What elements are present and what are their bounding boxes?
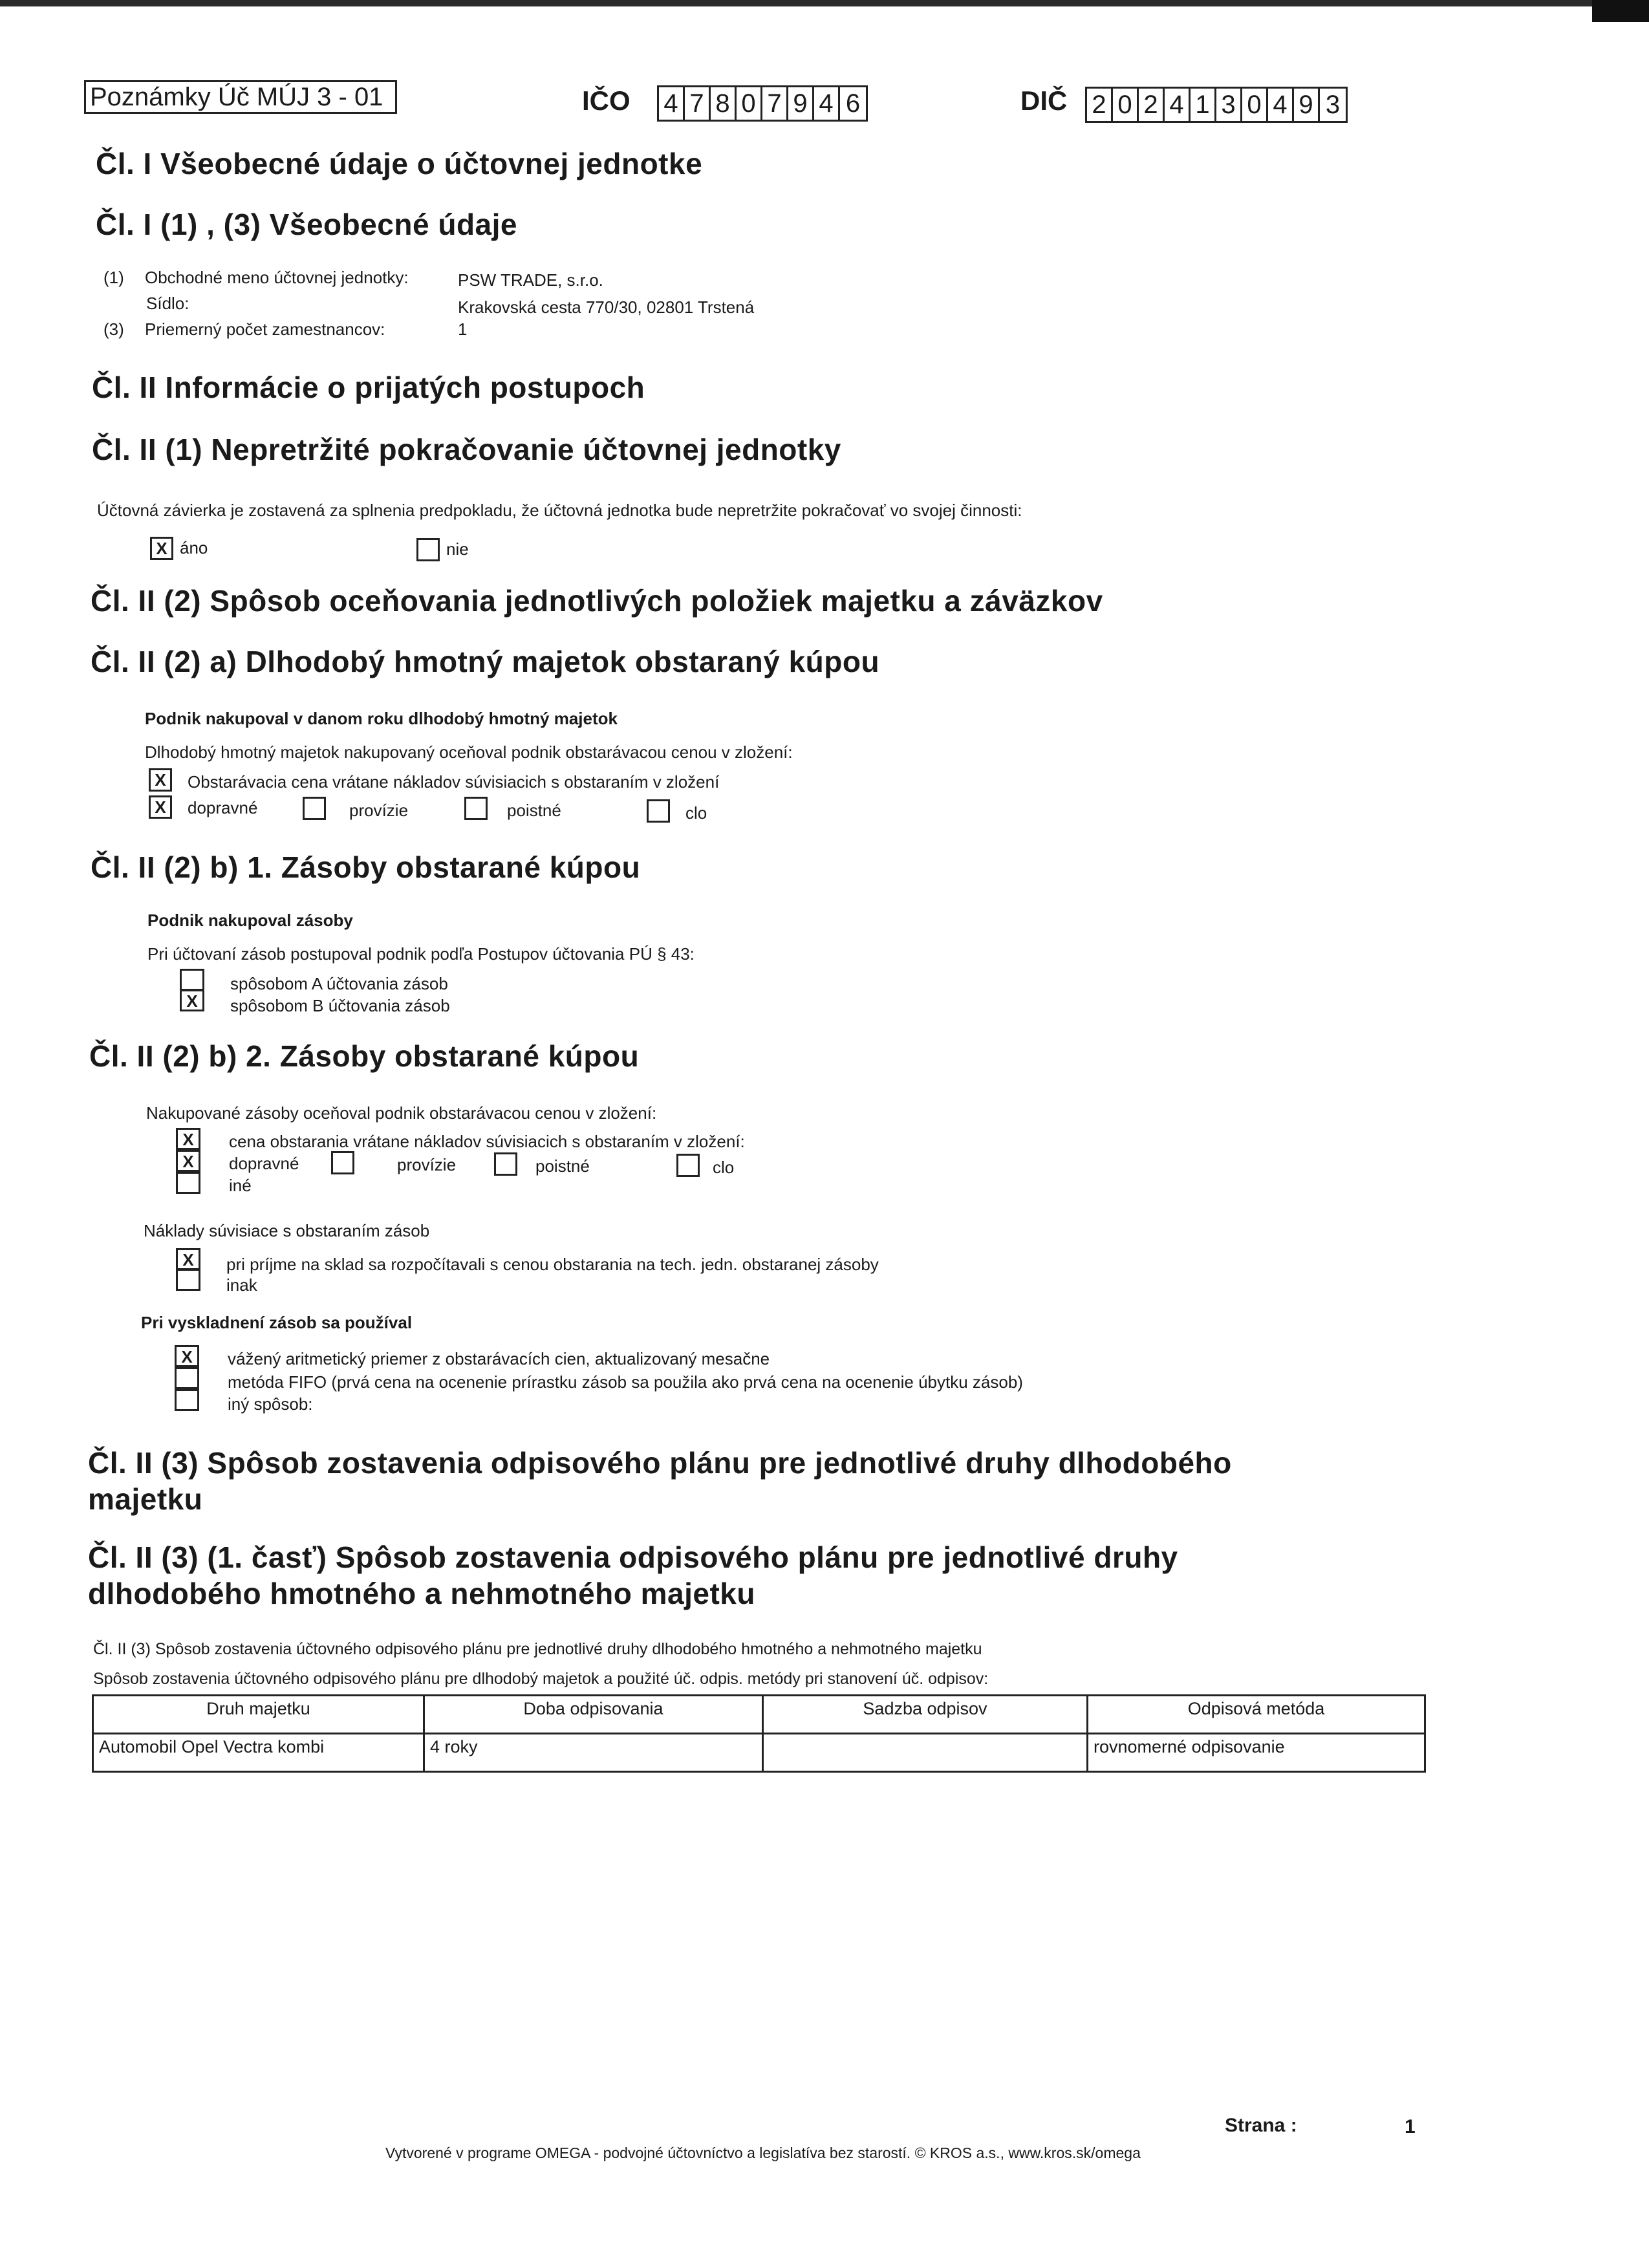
commission-checkbox[interactable] [303, 797, 326, 820]
company-name-value: PSW TRADE, s.r.o. [458, 270, 603, 290]
depreciation-plan-text-2: Spôsob zostavenia účtovného odpisového plánu pre dlhodobý majetok a použité úč. odpis. metódy pri stanovení úč. odpisov: [93, 1670, 989, 1688]
section-1-title: Čl. I Všeobecné údaje o účtovnej jednotke [96, 147, 703, 180]
insurance-label: poistné [507, 801, 561, 820]
other-method-label: iný spôsob: [228, 1394, 313, 1414]
col-header-method: Odpisová metóda [1088, 1696, 1425, 1734]
ico-label: IČO [582, 85, 630, 116]
section-1-subtitle: Čl. I (1) , (3) Všeobecné údaje [96, 208, 517, 241]
dic-label: DIČ [1020, 85, 1068, 116]
dic-digit: 9 [1294, 89, 1320, 121]
dic-digit: 4 [1165, 89, 1191, 121]
section-2-2-title: Čl. II (2) Spôsob oceňovania jednotlivých položiek majetku a záväzkov [91, 584, 1103, 618]
dic-digit: 4 [1268, 89, 1294, 121]
dic-digit: 0 [1113, 89, 1139, 121]
costs-other-checkbox[interactable] [176, 1269, 200, 1291]
inv-customs-label: clo [713, 1158, 735, 1177]
form-label: Poznámky Úč MÚJ 3 - 01 [84, 80, 397, 114]
inv-insurance-label: poistné [535, 1156, 590, 1176]
going-concern-yes-checkbox[interactable]: X [150, 537, 173, 560]
page-label: Strana : [1225, 2115, 1297, 2136]
section-2-3-title: Čl. II (3) Spôsob zostavenia odpisového plánu pre jednotlivé druhy dlhodobého majetku [88, 1446, 1232, 1516]
employees-value: 1 [458, 319, 468, 339]
seat-value: Krakovská cesta 770/30, 02801 Trstená [458, 297, 755, 317]
depreciation-table [92, 1694, 1426, 1773]
customs-checkbox[interactable] [647, 799, 670, 823]
going-concern-no-checkbox[interactable] [416, 538, 440, 561]
ico-digit: 6 [845, 89, 861, 118]
inv-commission-label: provízie [397, 1155, 457, 1174]
fifo-label: metóda FIFO (prvá cena na ocenenie prírastku zásob sa použila ako prvá cena na ocenenie úbytku zásob) [228, 1372, 1023, 1392]
ico-digit: 8 [711, 87, 737, 120]
col-header-asset-type: Druh majetku [93, 1696, 424, 1734]
costs-allocated-label: pri príjme na sklad sa rozpočítavali s cenou obstarania na tech. jedn. obstaranej zásoby [226, 1255, 879, 1274]
cell-period: 4 roky [424, 1734, 763, 1772]
long-term-assets-text: Dlhodobý hmotný majetok nakupovaný oceňoval podnik obstarávacou cenou v zložení: [145, 742, 793, 762]
section-2-2a-title: Čl. II (2) a) Dlhodobý hmotný majetok obstaraný kúpou [91, 645, 880, 678]
purchase-cost-checkbox[interactable]: X [176, 1128, 200, 1150]
dic-digit: 2 [1139, 89, 1165, 121]
dic-digit: 1 [1191, 89, 1216, 121]
going-concern-no-label: nie [446, 539, 469, 559]
ico-digit: 9 [788, 87, 814, 120]
weighted-average-label: vážený aritmetický priemer z obstarávacích cien, aktualizovaný mesačne [228, 1349, 770, 1368]
employees-label: Priemerný počet zamestnancov: [145, 319, 385, 339]
ico-digit: 4 [814, 87, 840, 120]
purchased-inventory-text: Nakupované zásoby oceňoval podnik obstarávacou cenou v zložení: [146, 1103, 657, 1123]
section-2-2b1-title: Čl. II (2) b) 1. Zásoby obstarané kúpou [91, 850, 641, 884]
dic-digit: 3 [1325, 91, 1341, 119]
dic-digit: 2 [1087, 89, 1113, 121]
transport-label: dopravné [188, 798, 258, 817]
inv-commission-checkbox[interactable] [331, 1151, 354, 1174]
seat-label: Sídlo: [146, 294, 189, 313]
inventory-bold: Podnik nakupoval zásoby [147, 911, 353, 930]
long-term-assets-bold: Podnik nakupoval v danom roku dlhodobý hmotný majetok [145, 709, 618, 728]
section-2-1-title: Čl. II (1) Nepretržité pokračovanie účtovnej jednotky [92, 433, 841, 466]
acquisition-costs-label: Náklady súvisiace s obstaraním zásob [144, 1221, 430, 1240]
section-2-3-part1-title: Čl. II (3) (1. časť) Spôsob zostavenia odpisového plánu pre jednotlivé druhy dlhodobého hmotného a nehmotného majetku [88, 1540, 1178, 1610]
method-a-checkbox[interactable] [180, 969, 204, 991]
row-num-1: (1) [103, 268, 124, 287]
cell-method: rovnomerné odpisovanie [1088, 1734, 1425, 1772]
method-b-checkbox[interactable]: X [180, 989, 204, 1011]
dic-digits [1085, 87, 1348, 123]
costs-other-label: inak [226, 1275, 257, 1295]
method-a-label: spôsobom A účtovania zásob [230, 974, 448, 993]
transport-checkbox[interactable]: X [149, 795, 172, 819]
section-2-title: Čl. II Informácie o prijatých postupoch [92, 371, 645, 404]
col-header-rate: Sadzba odpisov [763, 1696, 1088, 1734]
customs-label: clo [685, 803, 707, 823]
section-2-2b2-title: Čl. II (2) b) 2. Zásoby obstarané kúpou [89, 1039, 640, 1073]
ico-digit: 7 [762, 87, 788, 120]
other-method-checkbox[interactable] [175, 1389, 199, 1411]
ico-digits [657, 85, 868, 122]
scan-edge-top [0, 0, 1649, 6]
fifo-checkbox[interactable] [175, 1367, 199, 1389]
table-row [93, 1734, 1425, 1772]
inv-other-checkbox[interactable] [176, 1172, 200, 1194]
ico-digit: 4 [659, 87, 685, 120]
ico-digit: 0 [737, 87, 762, 120]
purchase-cost-label: cena obstarania vrátane nákladov súvisiacich s obstaraním v zložení: [229, 1132, 745, 1151]
depreciation-plan-text-1: Čl. II (3) Spôsob zostavenia účtovného odpisového plánu pre jednotlivé druhy dlhodobého hmotného a nehmotného majetku [93, 1640, 982, 1658]
inv-customs-checkbox[interactable] [676, 1154, 700, 1177]
col-header-period: Doba odpisovania [424, 1696, 763, 1734]
company-name-label: Obchodné meno účtovnej jednotky: [145, 268, 409, 287]
going-concern-yes-label: áno [180, 538, 208, 557]
inv-other-label: iné [229, 1176, 252, 1195]
insurance-checkbox[interactable] [464, 797, 488, 820]
footer-credit: Vytvorené v programe OMEGA - podvojné účtovníctvo a legislatíva bez starostí. © KROS a.s., www.kros.sk/omega [385, 2144, 1141, 2161]
inventory-text: Pri účtovaní zásob postupoval podnik podľa Postupov účtovania PÚ § 43: [147, 944, 695, 964]
inv-transport-checkbox[interactable]: X [176, 1150, 200, 1172]
costs-allocated-checkbox[interactable]: X [176, 1248, 200, 1270]
table-header-row [93, 1696, 1425, 1734]
acquisition-cost-checkbox[interactable]: X [149, 768, 172, 792]
dic-digit: 0 [1242, 89, 1268, 121]
cell-asset-type: Automobil Opel Vectra kombi [93, 1734, 424, 1772]
scan-edge-corner [1592, 0, 1649, 22]
acquisition-cost-label: Obstarávacia cena vrátane nákladov súvisiacich s obstaraním v zložení [188, 772, 720, 792]
inv-transport-label: dopravné [229, 1154, 299, 1173]
page-number: 1 [1405, 2116, 1416, 2137]
commission-label: provízie [349, 801, 409, 820]
cell-rate [763, 1734, 1088, 1772]
ico-digit: 7 [685, 87, 711, 120]
weighted-average-checkbox[interactable]: X [175, 1345, 199, 1367]
row-num-3: (3) [103, 319, 124, 339]
inv-insurance-checkbox[interactable] [494, 1152, 517, 1176]
going-concern-text: Účtovná závierka je zostavená za splnenia predpokladu, že účtovná jednotka bude nepretržite pokračovať vo svojej činnosti: [97, 501, 1022, 520]
issue-method-bold: Pri vyskladnení zásob sa používal [141, 1313, 413, 1332]
method-b-label: spôsobom B účtovania zásob [230, 996, 450, 1015]
dic-digit: 3 [1216, 89, 1242, 121]
